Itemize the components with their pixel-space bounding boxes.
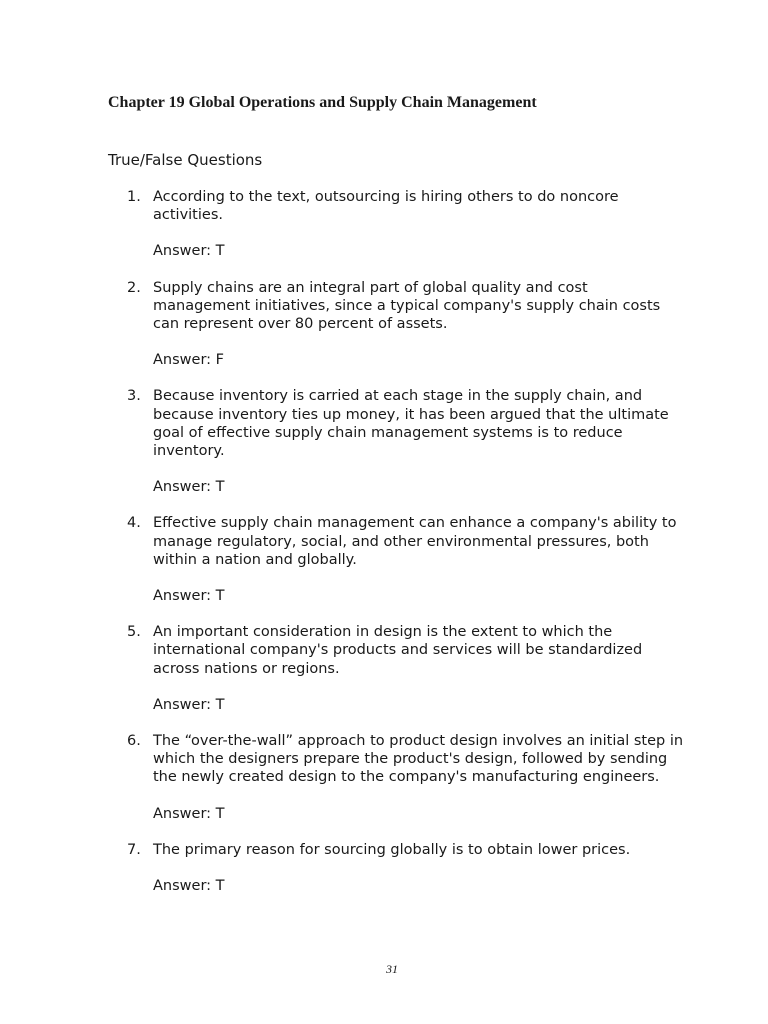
question-list xyxy=(108,188,688,913)
question-item xyxy=(108,841,688,895)
question-item xyxy=(108,514,688,605)
question-item xyxy=(108,279,688,370)
question-text: Effective supply chain management can enhance a company's ability to manage regulatory, social, and other environmental pressures, both within a nation and globally. xyxy=(153,515,677,568)
question-item xyxy=(108,732,688,823)
question-answer: Answer: T xyxy=(153,878,225,895)
question-number: 3. xyxy=(127,388,141,405)
question-text: The primary reason for sourcing globally is to obtain lower prices. xyxy=(153,841,631,858)
question-number: 6. xyxy=(127,733,141,750)
question-text: According to the text, outsourcing is hiring others to do noncore activities. xyxy=(153,189,619,224)
question-number: 4. xyxy=(127,515,141,532)
section-heading: True/False Questions xyxy=(108,151,263,169)
question-answer: Answer: T xyxy=(153,479,225,496)
question-answer: Answer: T xyxy=(153,696,225,713)
page-number: 31 xyxy=(386,962,398,976)
question-item xyxy=(108,387,688,496)
question-answer: Answer: T xyxy=(153,588,225,605)
question-text: The “over-the-wall” approach to product design involves an initial step in which the designers prepare the product's design, followed by sending the newly created design to the company's manufacturing engineers. xyxy=(153,733,684,786)
question-text: Because inventory is carried at each stage in the supply chain, and because inventory ties up money, it has been argued that the ultimate goal of effective supply chain management systems is to reduce inventory. xyxy=(153,388,669,460)
question-item xyxy=(108,623,688,714)
question-answer: Answer: T xyxy=(153,243,225,260)
chapter-title: Chapter 19 Global Operations and Supply Chain Management xyxy=(108,94,537,111)
question-item xyxy=(108,188,688,261)
question-answer: Answer: T xyxy=(153,805,225,822)
question-number: 7. xyxy=(127,841,141,858)
question-number: 1. xyxy=(127,189,141,205)
question-text: Supply chains are an integral part of global quality and cost management initiatives, since a typical company's supply chain costs can represent over 80 percent of assets. xyxy=(153,279,661,333)
question-text: An important consideration in design is the extent to which the international company's products and services will be standardized across nations or regions. xyxy=(153,624,643,677)
question-number: 5. xyxy=(127,624,141,641)
question-answer: Answer: F xyxy=(153,352,224,369)
question-number: 2. xyxy=(127,279,141,296)
